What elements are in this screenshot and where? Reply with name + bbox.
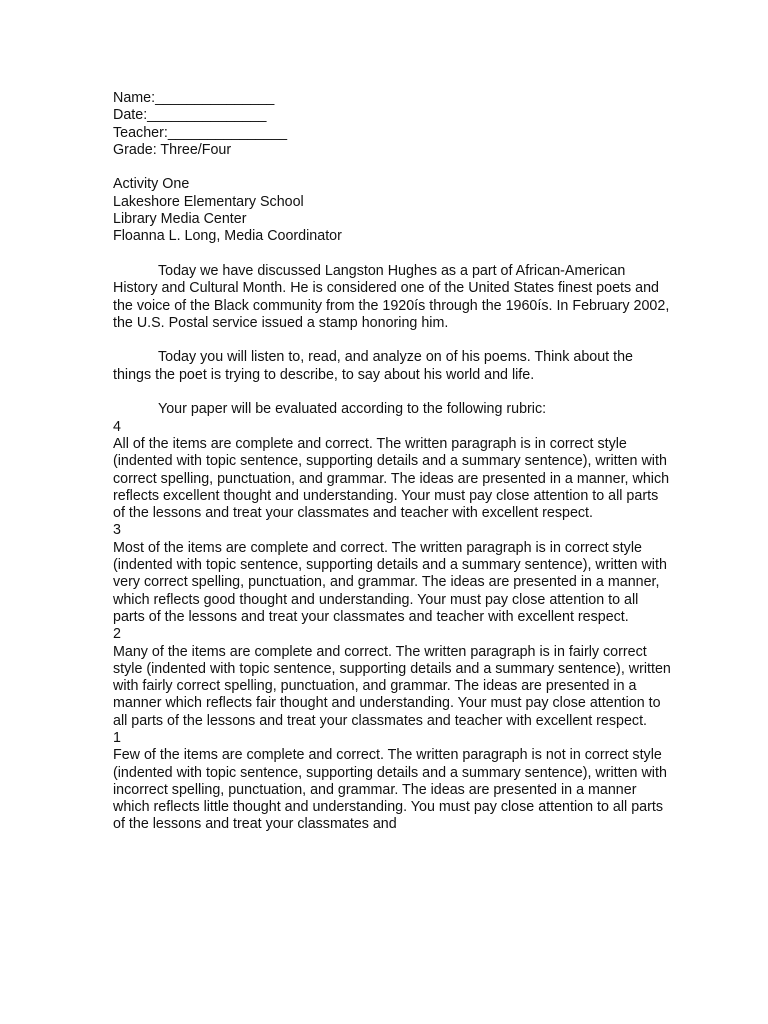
rubric-description: All of the items are complete and correct. The written paragraph is in correct style (indented with topic sentence, supporting details and a summary sentence), written with correct spelling, punctuation, and grammar. The ideas are presented in a manner, which reflects excellent thought and understanding. Your must pay close attention to all parts of the lessons and treat your classmates and teacher with excellent respect. [113,435,670,522]
school-name: Lakeshore Elementary School [113,193,304,210]
activity-info [113,176,673,245]
rubric [113,419,673,834]
rubric-item [113,626,673,730]
coordinator-name: Floanna L. Long, Media Coordinator [113,228,342,245]
teacher-field: Teacher:_______________ [113,124,288,141]
rubric-intro: Your paper will be evaluated according to the following rubric: [158,401,547,418]
rubric-description: Few of the items are complete and correct. The written paragraph is not in correct style (indented with topic sentence, supporting details and a summary sentence), written with incorrect spelling, punctuation, and grammar. The ideas are presented in a manner which reflects little thought and understanding. You must pay close attention to all parts of the lessons and treat your classmates and [113,747,667,833]
intro-paragraph: Today we have discussed Langston Hughes as a part of African-American History and Cultural Month. He is considered one of the United States finest poets and the voice of the Black community from the 1920ís through the 1960ís. In February 2002, the U.S. Postal service issued a stamp honoring him. [113,262,670,331]
instructions-paragraph: Today you will listen to, read, and analyze on of his poems. Think about the things the poet is trying to describe, to say about his world and life. [113,349,633,383]
rubric-item [113,730,673,834]
spacer [113,159,673,176]
spacer [113,246,673,263]
grade-label: Grade: Three/Four [113,141,232,158]
rubric-score: 2 [113,626,121,643]
rubric-description: Most of the items are complete and correct. The written paragraph is in correct style (indented with topic sentence, supporting details and a summary sentence), written with very correct spelling, punctuation, and grammar. The ideas are presented in a manner, which reflects good thought and understanding. Your must pay close attention to all parts of the lessons and treat your classmates and teacher with excellent respect. [113,539,667,625]
student-header [113,90,673,159]
rubric-score: 3 [113,522,121,539]
rubric-description: Many of the items are complete and correct. The written paragraph is in fairly correct style (indented with topic sentence, supporting details and a summary sentence), written with fairly correct spelling, punctuation, and grammar. The ideas are presented in a manner which reflects fair thought and understanding. Your must pay close attention to all parts of the lessons and treat your classmates and teacher with excellent respect. [113,643,671,729]
date-field: Date:_______________ [113,107,267,124]
spacer [113,384,673,401]
rubric-item [113,522,673,626]
rubric-score: 4 [113,418,121,435]
rubric-score: 1 [113,729,121,746]
document-page [113,90,673,834]
center-name: Library Media Center [113,211,247,228]
spacer [113,332,673,349]
rubric-item [113,419,673,523]
name-field: Name:_______________ [113,90,275,106]
activity-title: Activity One [113,176,190,193]
